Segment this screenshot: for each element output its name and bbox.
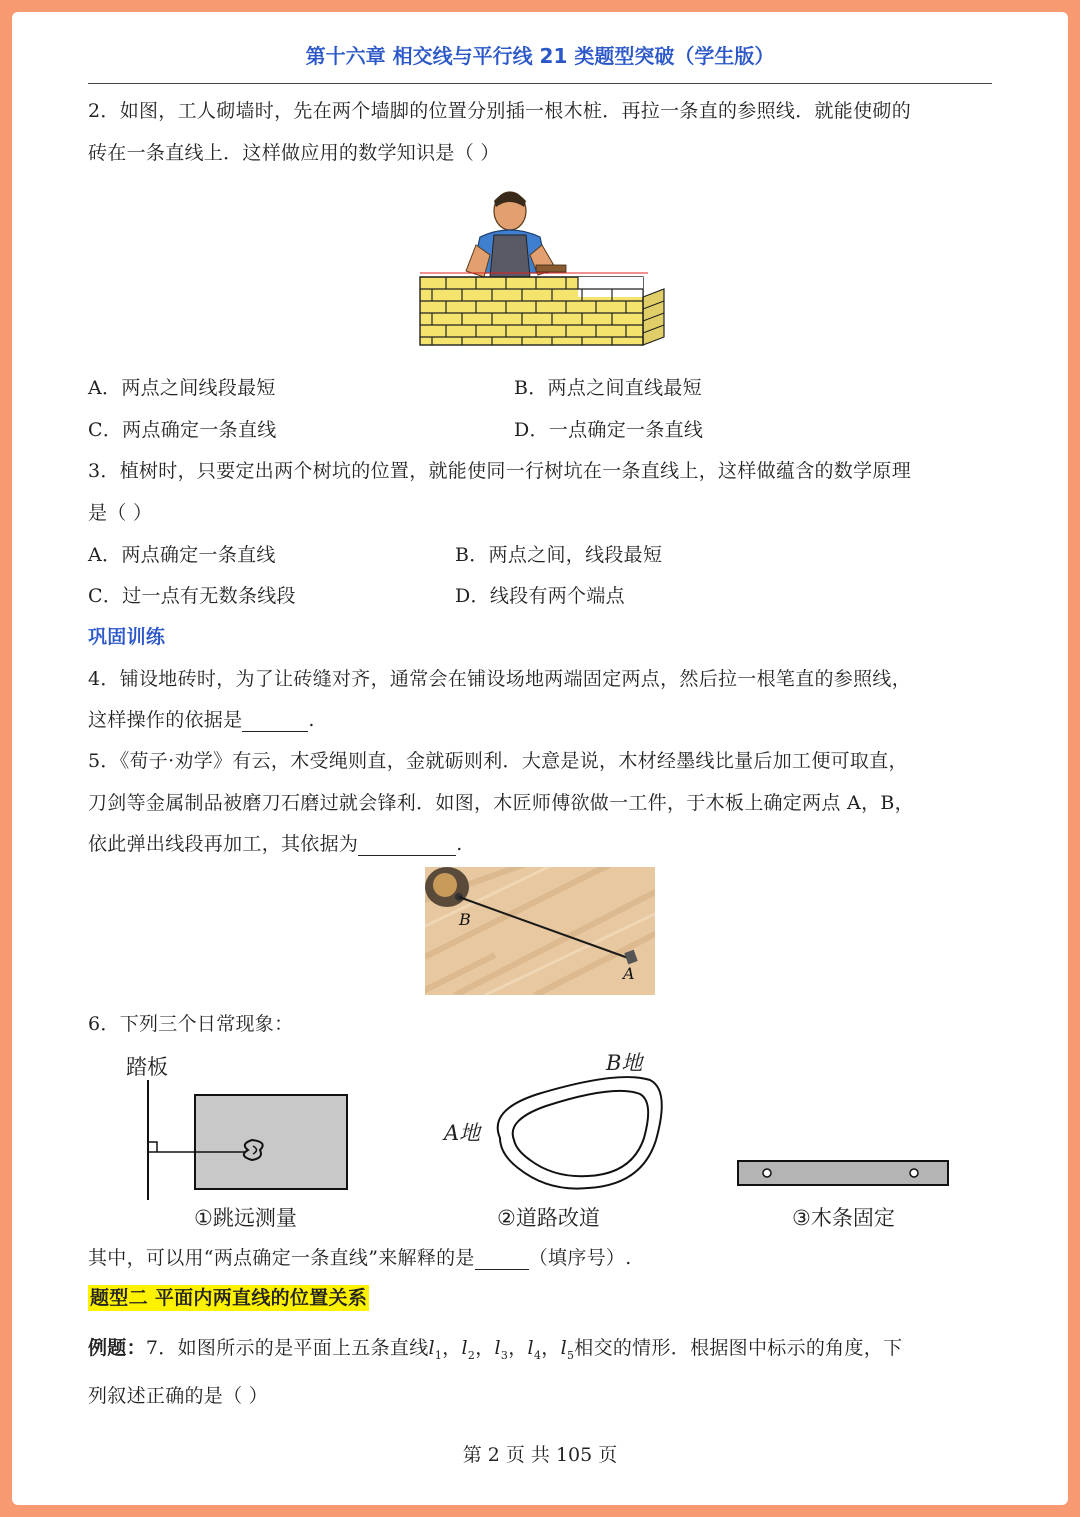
q2-stem-line1: 2．如图，工人砌墙时，先在两个墙脚的位置分别插一根木桩．再拉一条直的参照线．就能使砌的 [88,100,911,122]
q4-stem-suffix: . [308,709,315,731]
q3-stem-line1: 3．植树时，只要定出两个树坑的位置，就能使同一行树坑在一条直线上，这样做蕴含的数学原理 [88,460,911,482]
q4-stem-line1: 4．铺设地砖时，为了让砖缝对齐，通常会在铺设场地两端固定两点，然后拉一根笔直的参照线， [88,668,911,690]
q5-stem-line1: 5．《荀子·劝学》有云，木受绳则直，金就砺则利．大意是说，木材经墨线比量后加工便可取直， [88,750,908,772]
fig-label-a: A [623,964,635,983]
q6-answer-suffix: （填序号）. [528,1247,632,1269]
q7-stem-line2: 列叙述正确的是（ ） [88,1385,269,1407]
q2-stem-line2: 砖在一条直线上．这样做应用的数学知识是（ ） [88,142,500,164]
q6-answer-prefix: 其中，可以用“两点确定一条直线”来解释的是 [88,1247,475,1269]
fig2-caption: ②道路改道 [497,1206,600,1230]
section-consolidate-heading: 巩固训练 [88,626,166,648]
header-divider [88,83,992,84]
example-label: 例题： [88,1337,146,1359]
q3-stem-line2: 是（ ） [88,502,153,524]
q3-option-b[interactable]: B．两点之间，线段最短 [455,544,663,566]
page-number-footer: 第 2 页 共 105 页 [462,1444,618,1466]
q3-option-a[interactable]: A．两点确定一条直线 [88,544,276,566]
q6-answer-blank[interactable] [475,1249,529,1270]
q7-stem-part1: 7．如图所示的是平面上五条直线 [145,1337,429,1359]
q3-option-c[interactable]: C．过一点有无数条线段 [88,585,296,607]
fig-label-b: B [459,910,471,929]
q7-stem-part2: 相交的情形．根据图中标示的角度，下 [574,1337,903,1359]
fig2-label-b: B地 [606,1051,643,1075]
long-jump-figure [140,1080,360,1205]
q5-stem-line2: 刀剑等金属制品被磨刀石磨过就会锋利．如图，木匠师傅欲做一工件，于木板上确定两点 A，B， [88,792,914,814]
q5-stem-prefix: 依此弹出线段再加工，其依据为 [88,833,359,855]
q4-stem-line2 [88,705,315,732]
q5-stem-line3 [88,829,463,856]
q2-option-a[interactable]: A．两点之间线段最短 [88,377,276,399]
q4-answer-blank[interactable] [242,711,308,732]
q2-option-c[interactable]: C．两点确定一条直线 [88,419,277,441]
q5-answer-blank[interactable] [358,835,456,856]
q7-stem-line1: 例题：7．如图所示的是平面上五条直线$l_1$，$l_2$，$l_3$，$l_4$，$l_5$相交的情形．根据图中标示的角度，下 [88,1337,903,1362]
q5-stem-suffix: . [456,833,463,855]
carpenter-figure [425,867,655,995]
type2-heading: 题型二 平面内两直线的位置关系 [90,1287,368,1309]
q6-answer-line [88,1243,632,1270]
road-detour-figure [478,1070,668,1195]
q4-stem-prefix: 这样操作的依据是 [88,709,243,731]
bricklayer-figure [418,185,668,347]
page-title: 第十六章 相交线与平行线 21 类题型突破（学生版） [305,44,775,68]
fig3-caption: ③木条固定 [792,1206,895,1230]
q3-option-d[interactable]: D．线段有两个端点 [455,585,625,607]
fig1-caption: ①跳远测量 [194,1206,297,1230]
q2-option-b[interactable]: B．两点之间直线最短 [514,377,702,399]
fig2-label-a: A地 [444,1121,481,1145]
fig1-pedal-label: 踏板 [126,1055,168,1079]
wooden-strip-figure [736,1158,952,1190]
q6-stem: 6．下列三个日常现象： [88,1013,294,1035]
q2-option-d[interactable]: D．一点确定一条直线 [514,419,704,441]
